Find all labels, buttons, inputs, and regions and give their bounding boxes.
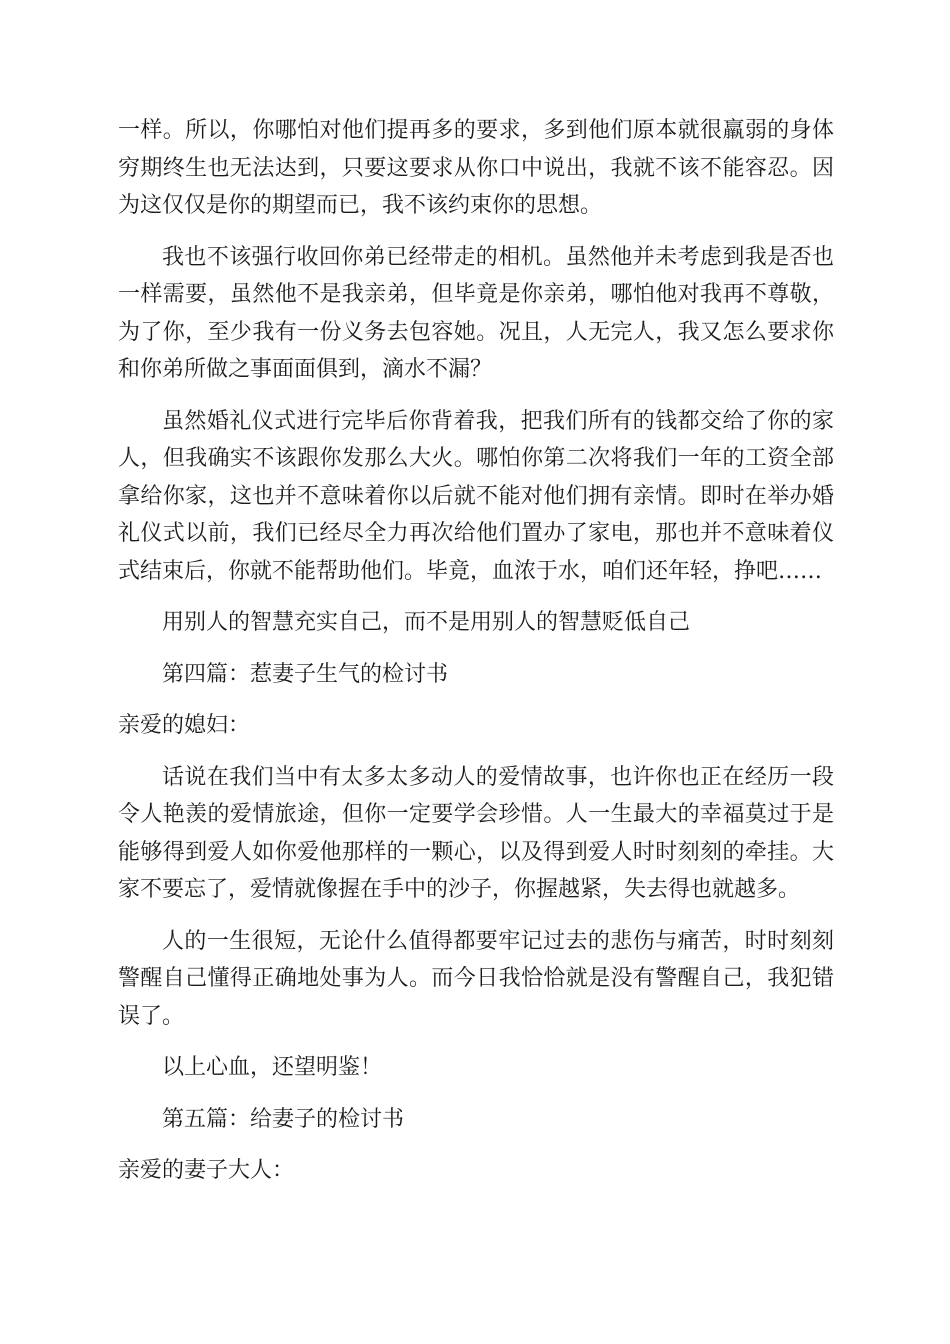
paragraph-wisdom: 用别人的智慧充实自己，而不是用别人的智慧贬低自己 [162,610,691,635]
paragraph-wedding: 虽然婚礼仪式进行完毕后你背着我，把我们所有的钱都交给了你的家人，但我确实不该跟你发那么大火。哪怕你第二次将我们一年的工资全部拿给你家，这也并不意味着你以后就不能对他们拥有亲情。即时在举办婚礼仪式以前，我们已经尽全力再次给他们置办了家电，那也并不意味着仪式结束后，你就不能帮助他们。毕竟，血浓于水，咱们还年轻，挣吧…… [118,408,834,584]
paragraph-continuation: 一样。所以，你哪怕对他们提再多的要求，多到他们原本就很羸弱的身体穷期终生也无法达到，只要这要求从你口中说出，我就不该不能容忍。因为这仅仅是你的期望而已，我不该约束你的思想。 [118,118,834,218]
paragraph-love-story: 话说在我们当中有太多太多动人的爱情故事，也许你也正在经历一段令人艳羡的爱情旅途，但你一定要学会珍惜。人一生最大的幸福莫过于是能够得到爱人如你爱他那样的一颗心，以及得到爱人时时刻刻的牵挂。大家不要忘了，爱情就像握在手中的沙子，你握越紧，失去得也就越多。 [118,764,834,902]
paragraph-closing: 以上心血，还望明鉴！ [162,1055,383,1080]
section-title-5: 第五篇：给妻子的检讨书 [162,1106,405,1132]
paragraph-life-short: 人的一生很短，无论什么值得都要牢记过去的悲伤与痛苦，时时刻刻警醒自己懂得正确地处事为人。而今日我恰恰就是没有警醒自己，我犯错误了。 [118,928,834,1029]
paragraph-camera: 我也不该强行收回你弟已经带走的相机。虽然他并未考虑到我是否也一样需要，虽然他不是我亲弟，但毕竟是你亲弟，哪怕他对我再不尊敬，为了你，至少我有一份义务去包容她。况且，人无完人，我又怎么要求你和你弟所做之事面面俱到，滴水不漏？ [118,244,834,382]
salutation-5: 亲爱的妻子大人： [118,1158,295,1183]
document-page [118,112,834,1204]
section-title-4: 第四篇：惹妻子生气的检讨书 [162,661,449,687]
salutation-4: 亲爱的媳妇： [118,713,251,738]
